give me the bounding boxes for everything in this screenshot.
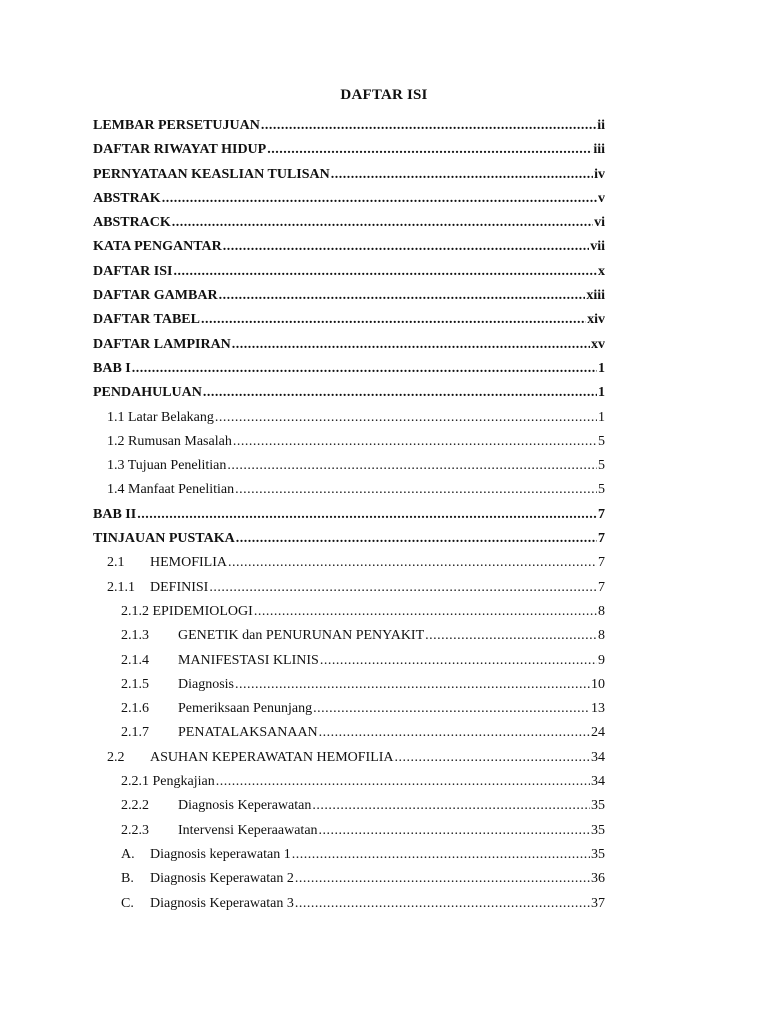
toc-entry-text: GENETIK dan PENURUNAN PENYAKIT — [178, 628, 425, 644]
toc-entry-number: 2.1 — [107, 555, 125, 571]
toc-entry-label — [121, 677, 234, 693]
toc-entry-text: Pemeriksaan Penunjang — [178, 701, 313, 717]
toc-entry-label — [107, 434, 232, 450]
dot-leader — [209, 580, 597, 596]
toc-entry-page-number: 34 — [591, 749, 605, 765]
toc-entry-label — [93, 239, 222, 255]
toc-entry-label — [93, 118, 260, 134]
dot-leader — [331, 167, 593, 183]
toc-entry-number: 2.1.3 — [121, 628, 149, 644]
toc-entry-text: DEFINISI — [150, 579, 209, 595]
toc-entry-page-number: 5 — [598, 482, 605, 498]
toc-entry-label — [121, 774, 215, 790]
toc-entry-page-number: 24 — [591, 725, 605, 741]
toc-entry[interactable] — [93, 458, 605, 482]
toc-entry[interactable] — [93, 823, 605, 847]
toc-entry-text: ABSTRACK — [93, 215, 171, 231]
toc-entry-number: 2.2.2 — [121, 798, 149, 814]
toc-entry-number: 2.1.4 — [121, 652, 149, 668]
toc-entry[interactable] — [93, 653, 605, 677]
toc-entry-label — [107, 482, 234, 498]
toc-entry-text: ABSTRAK — [93, 190, 161, 206]
toc-entry-page-number: 35 — [591, 798, 605, 814]
toc-entry-page-number: 37 — [591, 895, 605, 911]
toc-entry-number: 2.1.6 — [121, 701, 149, 717]
toc-entry[interactable] — [93, 239, 605, 263]
toc-entry[interactable] — [93, 288, 605, 312]
toc-entry-label — [93, 312, 200, 328]
toc-entry-text: LEMBAR PERSETUJUAN — [93, 118, 260, 133]
toc-entry-page-number: 7 — [598, 579, 605, 595]
toc-entry-label — [121, 701, 312, 717]
dot-leader — [235, 482, 597, 498]
toc-entry[interactable] — [93, 847, 605, 871]
toc-entry-page-number: iii — [593, 142, 605, 158]
toc-entry-page-number: x — [598, 263, 605, 279]
toc-entry-page-number: xiv — [587, 312, 605, 328]
toc-entry-label — [93, 288, 218, 304]
dot-leader — [228, 555, 597, 571]
dot-leader — [172, 215, 593, 231]
toc-entry[interactable] — [93, 337, 605, 361]
toc-entry-page-number: 35 — [591, 822, 605, 838]
toc-entry[interactable] — [93, 750, 605, 774]
dot-leader — [292, 847, 590, 863]
toc-entry[interactable] — [93, 264, 605, 288]
toc-entry[interactable] — [93, 798, 605, 822]
toc-entry-label — [121, 823, 318, 839]
dot-leader — [261, 118, 596, 134]
toc-entry-text: DAFTAR RIWAYAT HIDUP — [93, 142, 267, 158]
toc-entry-label — [93, 507, 136, 523]
toc-entry-text: Diagnosis Keperawatan 2 — [150, 871, 294, 887]
toc-entry[interactable] — [93, 142, 605, 166]
dot-leader — [162, 191, 597, 207]
toc-entry[interactable] — [93, 312, 605, 336]
toc-entry-page-number: ii — [597, 118, 605, 133]
toc-entry[interactable] — [93, 385, 605, 409]
toc-entry-page-number: iv — [594, 166, 605, 182]
toc-entry-text: ASUHAN KEPERAWATAN HEMOFILIA — [150, 749, 394, 765]
toc-entry-label — [121, 604, 253, 620]
toc-entry-label — [121, 847, 291, 863]
toc-entry-text: DAFTAR LAMPIRAN — [93, 336, 231, 352]
toc-entry-text: MANIFESTASI KLINIS — [178, 652, 319, 668]
toc-entry-label — [93, 337, 231, 353]
toc-entry-label — [93, 191, 161, 207]
toc-entry-label — [121, 628, 424, 644]
toc-entry-text: 1.1 Latar Belakang — [107, 409, 214, 425]
toc-entry-label — [93, 531, 235, 547]
toc-entry[interactable] — [93, 555, 605, 579]
toc-entry-page-number: 5 — [598, 458, 605, 474]
toc-entry-label — [93, 215, 171, 231]
toc-entry-text: 1.3 Tujuan Penelitian — [107, 458, 227, 474]
dot-leader — [223, 239, 589, 255]
toc-entry-page-number: 5 — [598, 433, 605, 449]
toc-entry-label — [107, 410, 214, 426]
toc-entry[interactable] — [93, 507, 605, 531]
toc-entry[interactable] — [93, 191, 605, 215]
toc-entry[interactable] — [93, 871, 605, 895]
toc-entry-number: B. — [121, 871, 134, 887]
toc-entry-page-number: 35 — [591, 846, 605, 862]
dot-leader — [236, 531, 597, 547]
toc-entry-label — [93, 142, 266, 158]
toc-entry-number: 2.2 — [107, 749, 125, 765]
toc-entry-text: Diagnosis Keperawatan — [178, 798, 312, 814]
toc-entry[interactable] — [93, 361, 605, 385]
toc-entry[interactable] — [93, 774, 605, 798]
dot-leader — [233, 434, 597, 450]
toc-entry-label — [93, 264, 172, 280]
toc-entry-page-number: 7 — [598, 531, 605, 547]
dot-leader — [227, 458, 597, 474]
toc-entry-text: BAB I — [93, 360, 131, 376]
toc-entry-text: Intervensi Keperaawatan — [178, 822, 318, 838]
toc-entry-page-number: vii — [590, 239, 605, 255]
toc-entry[interactable] — [93, 434, 605, 458]
toc-entry[interactable] — [93, 215, 605, 239]
toc-entry-page-number: vi — [594, 215, 605, 231]
toc-entry-label — [93, 361, 131, 377]
dot-leader — [254, 604, 597, 620]
dot-leader — [235, 677, 590, 693]
toc-entry-page-number: 7 — [598, 506, 605, 522]
toc-entry[interactable] — [93, 167, 605, 191]
toc-entry-text: PERNYATAAN KEASLIAN TULISAN — [93, 166, 330, 182]
dot-leader — [132, 361, 597, 377]
toc-entry-label — [93, 167, 330, 183]
dot-leader — [232, 337, 590, 353]
toc-entry-text: DAFTAR TABEL — [93, 312, 200, 328]
toc-entry-text: BAB II — [93, 506, 137, 522]
toc-entry[interactable] — [93, 604, 605, 628]
toc-entry[interactable] — [93, 580, 605, 604]
toc-entry-label — [121, 725, 318, 741]
dot-leader — [215, 410, 597, 426]
toc-entry-text: 2.2.1 Pengkajian — [121, 774, 215, 790]
toc-entry-text: DAFTAR GAMBAR — [93, 288, 218, 304]
toc-entry-label — [121, 871, 294, 887]
toc-entry[interactable] — [93, 118, 605, 142]
toc-entry-page-number: 10 — [591, 676, 605, 692]
toc-entry-label — [121, 653, 319, 669]
toc-entry-page-number: v — [598, 190, 605, 206]
toc-entry[interactable] — [93, 531, 605, 555]
toc-entry-text: 2.1.2 EPIDEMIOLOGI — [121, 603, 253, 619]
toc-entry-text: KATA PENGANTAR — [93, 239, 222, 255]
toc-entry-label — [107, 750, 394, 766]
toc-entry-page-number: xv — [591, 336, 605, 352]
dot-leader — [295, 871, 590, 887]
toc-entry-text: PENATALAKSANAAN — [178, 725, 318, 741]
dot-leader — [395, 750, 590, 766]
toc-entry-page-number: 9 — [598, 652, 605, 668]
toc-entry-number: 2.1.7 — [121, 725, 149, 741]
toc-entry-label — [107, 458, 226, 474]
toc-entry-text: 1.2 Rumusan Masalah — [107, 433, 232, 449]
toc-entry-number: 2.1.1 — [107, 579, 135, 595]
toc-entry-label — [121, 798, 311, 814]
dot-leader — [295, 896, 590, 912]
dot-leader — [312, 798, 590, 814]
toc-entry[interactable] — [93, 482, 605, 506]
toc-entry-text: Diagnosis Keperawatan 3 — [150, 895, 294, 911]
dot-leader — [319, 725, 590, 741]
page-title: DAFTAR ISI — [340, 87, 428, 103]
dot-leader — [173, 264, 597, 280]
toc-entry-page-number: xiii — [586, 288, 605, 304]
toc-entry-text: PENDAHULUAN — [93, 385, 202, 401]
dot-leader — [219, 288, 586, 304]
dot-leader — [201, 312, 586, 328]
toc-entry[interactable] — [93, 628, 605, 652]
toc-entry-page-number: 7 — [598, 555, 605, 571]
toc-entry-page-number: 8 — [598, 603, 605, 619]
toc-entry[interactable] — [93, 410, 605, 434]
toc-entry-number: A. — [121, 846, 135, 862]
toc-entry-number: C. — [121, 895, 134, 911]
toc-entry-page-number: 1 — [598, 360, 605, 376]
dot-leader — [216, 774, 590, 790]
dot-leader — [425, 628, 597, 644]
dot-leader — [313, 701, 590, 717]
dot-leader — [319, 823, 590, 839]
toc-entry-label — [107, 555, 227, 571]
toc-entry-text: DAFTAR ISI — [93, 263, 173, 279]
toc-entry-label — [107, 580, 208, 596]
toc-entry-page-number: 1 — [598, 385, 605, 401]
toc-entry[interactable] — [93, 677, 605, 701]
dot-leader — [320, 653, 597, 669]
toc-entry-page-number: 13 — [591, 701, 605, 717]
toc-entry-page-number: 1 — [598, 409, 605, 425]
toc-entry-page-number: 34 — [591, 774, 605, 790]
toc-entry[interactable] — [93, 896, 605, 920]
toc-entry-label — [93, 385, 202, 401]
toc-entry-text: 1.4 Manfaat Penelitian — [107, 482, 235, 498]
toc-entry-text: Diagnosis — [178, 676, 234, 692]
toc-entry[interactable] — [93, 701, 605, 725]
toc-entry-page-number: 36 — [591, 871, 605, 887]
toc-entry-text: TINJAUAN PUSTAKA — [93, 531, 235, 547]
table-of-contents — [93, 118, 605, 920]
toc-entry-number: 2.1.5 — [121, 676, 149, 692]
toc-entry-page-number: 8 — [598, 628, 605, 644]
toc-entry[interactable] — [93, 725, 605, 749]
dot-leader — [267, 142, 592, 158]
toc-entry-number: 2.2.3 — [121, 822, 149, 838]
dot-leader — [137, 507, 597, 523]
toc-entry-text: Diagnosis keperawatan 1 — [150, 846, 291, 862]
toc-entry-text: HEMOFILIA — [150, 555, 227, 571]
toc-entry-label — [121, 896, 294, 912]
dot-leader — [203, 385, 597, 401]
